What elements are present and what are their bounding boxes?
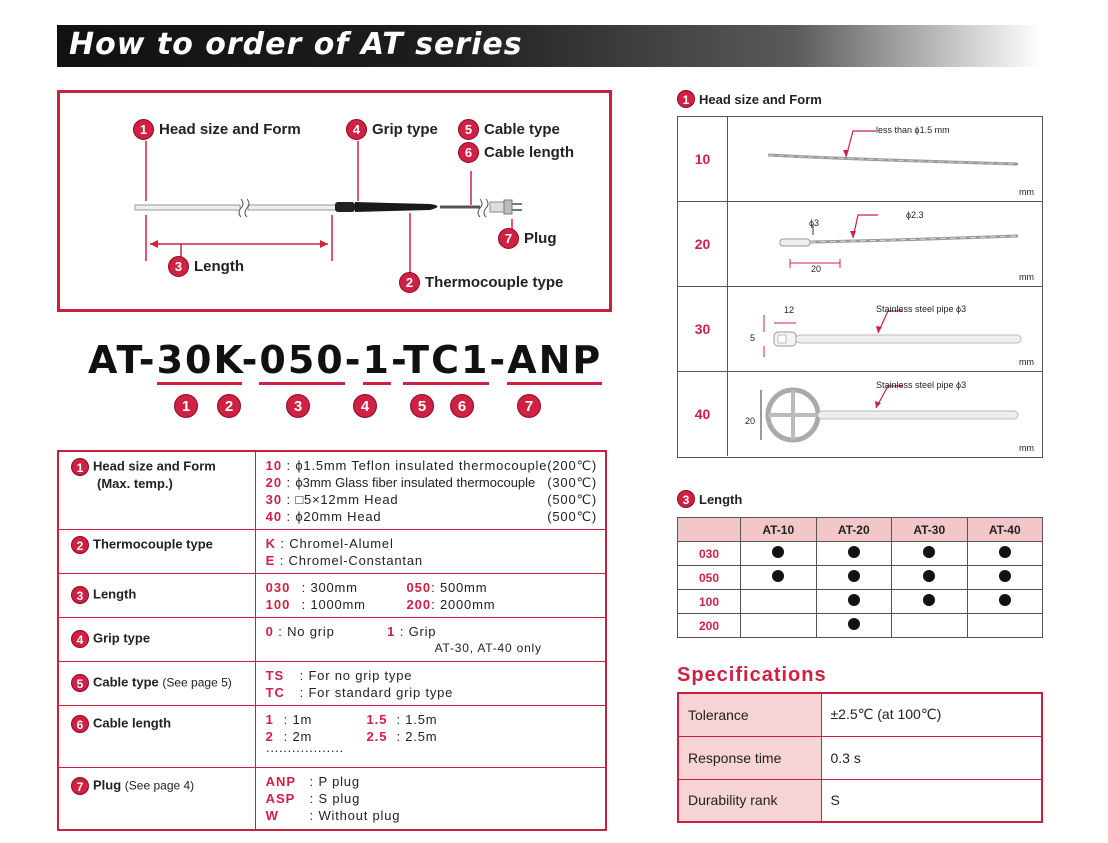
page-title: How to order of AT series: [69, 27, 523, 62]
head-forms-table: [677, 116, 1043, 458]
probe-diagram: [57, 90, 612, 312]
length-row-100: 100: [678, 590, 1043, 614]
specifications-title: Specifications: [677, 664, 827, 686]
available-dot: [923, 594, 935, 606]
head-row-10: 10 less than ϕ1.5 mm mm: [678, 117, 1042, 202]
option-row-cable-type: 5 Cable type (See page 5) TS : For no grip type TC : For standard grip type: [58, 662, 606, 706]
label-thermo: 2 Thermocouple type: [399, 272, 563, 293]
label-cable-type: 5 Cable type: [458, 119, 560, 140]
spec-row-durability: Durability rank S: [678, 779, 1042, 822]
model-code: AT-30K-050-1-TC1-ANP: [88, 338, 602, 382]
head-row-20: 20 ϕ3 ϕ2.3 20 mm: [678, 202, 1042, 287]
label-head: 1 Head size and Form: [133, 119, 301, 140]
option-row-length: 3 Length 030 : 300mm 050 : 500mm 100 : 1000mm 200 : 2000mm: [58, 574, 606, 618]
available-dot: [772, 546, 784, 558]
option-row-plug: 7 Plug (See page 4) ANP : P plug ASP : S plug W : Without plug: [58, 768, 606, 830]
length-header-row: AT-10 AT-20 AT-30 AT-40: [678, 518, 1043, 542]
available-dot: [848, 618, 860, 630]
title-bar: [57, 25, 1040, 67]
option-row-thermocouple: 2 Thermocouple type K : Chromel-Alumel E : Chromel-Constantan: [58, 530, 606, 574]
spec-row-tolerance: Tolerance ±2.5℃ (at 100℃): [678, 693, 1042, 736]
option-row-head: 1 Head size and Form (Max. temp.) 10 : ϕ1.5mm Teflon insulated thermocouple (200℃) 20 : ϕ3mm Glass fiber insulated thermocouple (300℃) 30 : □5×12mm Head (500℃) 40 : ϕ20mm Head (500℃): [58, 451, 606, 530]
circle-4: 4: [346, 119, 367, 140]
available-dot: [923, 546, 935, 558]
model-circle-4: 4: [353, 394, 377, 418]
length-row-030: 030: [678, 542, 1043, 566]
available-dot: [923, 570, 935, 582]
circle-7: 7: [498, 228, 519, 249]
option-row-grip: 4 Grip type 0 : No grip 1 : Grip AT-30, AT-40 only: [58, 618, 606, 662]
available-dot: [999, 594, 1011, 606]
label-length: 3 Length: [168, 256, 244, 277]
specifications-table: [677, 692, 1043, 823]
label-cable-length: 6 Cable length: [458, 142, 574, 163]
order-options-table: [57, 450, 607, 831]
model-circle-6: 6: [450, 394, 474, 418]
available-dot: [772, 570, 784, 582]
spec-row-response-time: Response time 0.3 s: [678, 736, 1042, 779]
length-section-title: 3 Length: [677, 490, 742, 508]
label-grip: 4 Grip type: [346, 119, 438, 140]
model-circle-3: 3: [286, 394, 310, 418]
model-circle-5: 5: [410, 394, 434, 418]
circle-2: 2: [399, 272, 420, 293]
length-row-050: 050: [678, 566, 1043, 590]
head-row-40: 40 Stainless steel pipe ϕ3 20 mm: [678, 372, 1042, 457]
available-dot: [848, 594, 860, 606]
length-availability-table: [677, 517, 1043, 638]
model-circle-7: 7: [517, 394, 541, 418]
circle-3: 3: [168, 256, 189, 277]
available-dot: [848, 546, 860, 558]
option-row-cable-length: 6 Cable length 1 : 1m 1.5 : 1.5m 2 : 2m 2.5 : 2.5m ··················: [58, 706, 606, 768]
head-section-title: 1 Head size and Form: [677, 90, 822, 108]
label-plug: 7 Plug: [498, 228, 557, 249]
available-dot: [999, 570, 1011, 582]
circle-5: 5: [458, 119, 479, 140]
head-20-drawing: [728, 202, 1042, 286]
length-row-200: 200: [678, 614, 1043, 638]
model-circle-1: 1: [174, 394, 198, 418]
head-row-30: 30 12 5 Stainless steel pipe ϕ3 mm: [678, 287, 1042, 372]
available-dot: [848, 570, 860, 582]
model-circle-2: 2: [217, 394, 241, 418]
available-dot: [999, 546, 1011, 558]
head-30-drawing: [728, 287, 1042, 371]
circle-6: 6: [458, 142, 479, 163]
circle-1: 1: [133, 119, 154, 140]
